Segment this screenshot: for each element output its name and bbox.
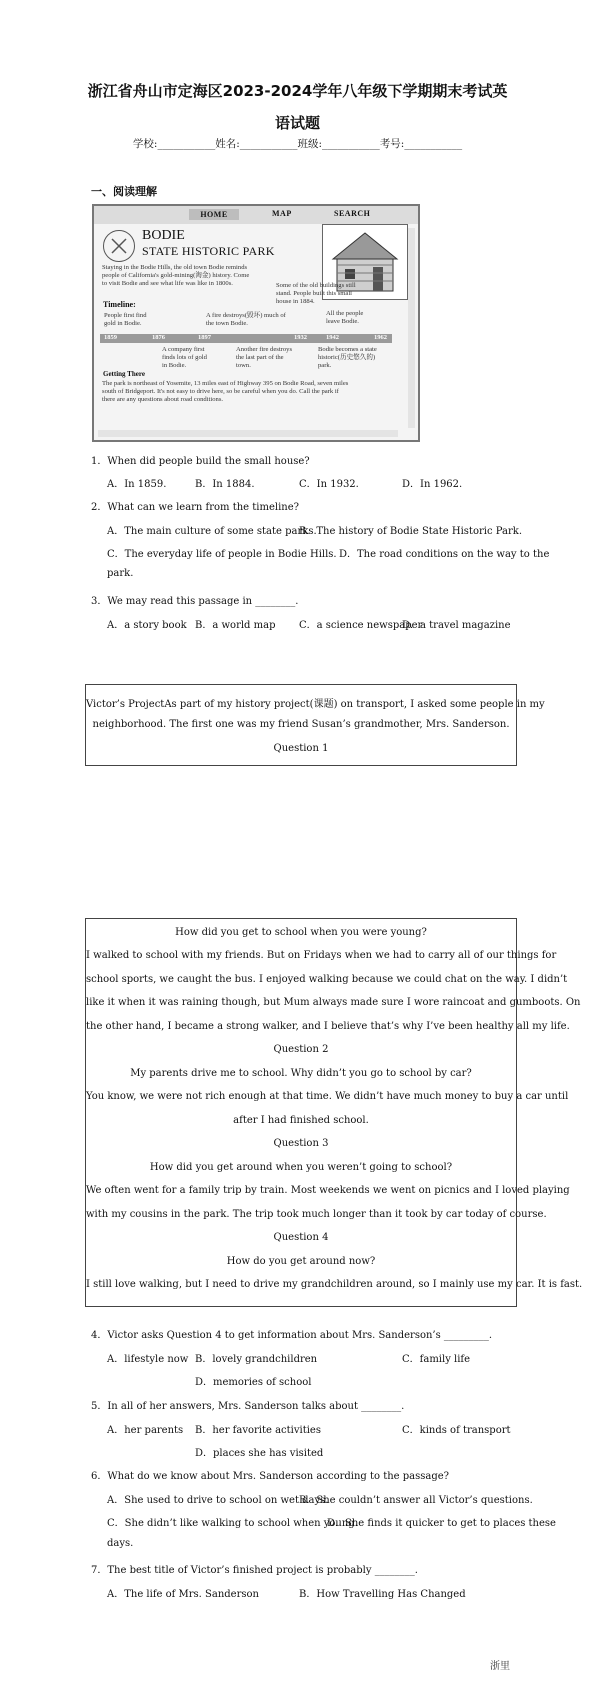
box2-line: How do you get around now? — [226, 1256, 376, 1267]
box2-line: We often went for a family trip by train. Most weekends we went on picnics and I loved playing — [86, 1185, 570, 1196]
q6-option-b: B．She couldn’t answer all Victor’s questions. — [299, 1495, 533, 1506]
question-5: 5．In all of her answers, Mrs. Sanderson talks about ________. — [91, 1401, 405, 1412]
year-1942: 1942 — [326, 334, 339, 341]
year-1897: 1897 — [198, 334, 211, 341]
q6-option-c: C．She didn’t like walking to school when young. — [107, 1518, 358, 1529]
park-name-line2: STATE HISTORIC PARK — [142, 244, 275, 258]
q1-option-c: C．In 1932. — [299, 479, 359, 490]
question-4: 4．Victor asks Question 4 to get information about Mrs. Sanderson’s _________. — [91, 1330, 493, 1341]
event-1897: A fire destroys(毁坏) much of the town Bodie. — [206, 312, 286, 327]
event-1942: All the people leave Bodie. — [326, 310, 364, 325]
box2-line: How did you get to school when you were young? — [175, 927, 427, 938]
q5-option-d: D．places she has visited — [195, 1448, 324, 1459]
event-1876: A company first finds lots of gold in Bodie. — [162, 346, 207, 369]
q1-option-d: D．In 1962. — [402, 479, 463, 490]
box2-line: I walked to school with my friends. But on Fridays when we had to carry all of our things for — [86, 950, 557, 961]
box2-line: the other hand, I became a strong walker, and I believe that’s why I’ve been healthy all my life. — [86, 1021, 570, 1032]
event-1962: Bodie becomes a state historic(历史悠久的) park. — [318, 346, 377, 369]
box2-line: Question 3 — [273, 1138, 329, 1149]
exam-title-line2: 语试题 — [274, 114, 320, 132]
q2-option-b: B．The history of Bodie State Historic Park. — [299, 526, 522, 537]
box2-line: You know, we were not rich enough at that time. We didn’t have much money to buy a car until — [86, 1091, 569, 1102]
q3-option-c: C．a science newspaper — [299, 620, 423, 631]
section-heading-reading: 一、阅读理解 — [91, 185, 157, 198]
q6-option-d: D．She finds it quicker to get to places these — [327, 1518, 556, 1529]
question-3: 3．We may read this passage in ________. — [91, 596, 299, 607]
student-info-line: 学校:___________姓名:___________班级:___________考号:___________ — [132, 138, 463, 150]
q4-option-c: C．family life — [402, 1354, 471, 1365]
q3-option-a: A．a story book — [107, 620, 187, 631]
timeline-bar — [100, 334, 392, 343]
intro-text: Staying in the Bodie Hills, the old town Bodie reminds people of California's gold-mining(淘金) history. Come to visit Bodie and see what life was like in 1800s. — [102, 264, 250, 287]
box1-line-1: Victor’s ProjectAs part of my history project(课题) on transport, I asked some people in my — [86, 699, 545, 710]
q2-option-a: A．The main culture of some state parks. — [107, 526, 317, 537]
q7-option-a: A．The life of Mrs. Sanderson — [107, 1589, 259, 1600]
image-nav-home: HOME — [189, 209, 239, 220]
box2-line: after I had finished school. — [233, 1115, 369, 1126]
q5-option-b: B．her favorite activities — [195, 1425, 321, 1436]
q6-option-d-cont: days. — [107, 1538, 134, 1549]
box2-line: with my cousins in the park. The trip took much longer than it took by car today of course. — [86, 1209, 547, 1220]
timeline-label: Timeline: — [103, 300, 136, 309]
box2-line: How did you get around when you weren’t going to school? — [149, 1162, 453, 1173]
year-1876: 1876 — [152, 334, 165, 341]
box2-line: My parents drive me to school. Why didn’t you go to school by car? — [130, 1068, 472, 1079]
image-nav-search: SEARCH — [334, 209, 371, 218]
event-1859: People first find gold in Bodie. — [104, 312, 147, 327]
q3-option-d: D．a travel magazine — [402, 620, 511, 631]
image-horizontal-scrollbar — [98, 430, 398, 437]
year-1859: 1859 — [104, 334, 117, 341]
q3-option-b: B．a world map — [195, 620, 276, 631]
q7-option-b: B．How Travelling Has Changed — [299, 1589, 466, 1600]
getting-there-text: The park is northeast of Yosemite, 13 miles east of Highway 395 on Bodie Road, seven miles south of Bridgeport. It's not easy to drive here, so be careful when you do. Call the park if there are any questions about road conditions. — [102, 380, 349, 403]
park-emblem-icon — [103, 230, 135, 262]
box1-line-2: neighborhood. The first one was my friend Susan’s grandmother, Mrs. Sanderson. — [92, 719, 510, 730]
q1-option-b: B．In 1884. — [195, 479, 255, 490]
image-vertical-scrollbar — [408, 228, 415, 428]
question-7: 7．The best title of Victor’s finished project is probably ________. — [91, 1565, 418, 1576]
passage-box-intro — [85, 684, 545, 766]
q4-option-b: B．lovely grandchildren — [195, 1354, 318, 1365]
q2-option-d: D．The road conditions on the way to the — [339, 549, 550, 560]
q2-option-d-cont: park. — [107, 568, 134, 579]
image-nav-bar — [94, 206, 418, 224]
box2-line: like it when it was raining though, but Mum always made sure I wore raincoat and gumboots. On — [86, 997, 581, 1008]
q4-option-d: D．memories of school — [195, 1377, 312, 1388]
q5-option-a: A．her parents — [107, 1425, 184, 1436]
park-name-line1: BODIE — [142, 228, 185, 243]
q6-option-a: A．She used to drive to school on wet days. — [107, 1495, 329, 1506]
event-1932: Another fire destroys the last part of the town. — [236, 346, 293, 369]
page-footer-mark: 浙里 — [490, 1661, 510, 1672]
year-1932: 1932 — [294, 334, 307, 341]
bodie-webpage-image — [92, 204, 420, 442]
box1-line-3: Question 1 — [273, 743, 329, 754]
question-6: 6．What do we know about Mrs. Sanderson according to the passage? — [91, 1471, 450, 1482]
box2-line: Question 4 — [273, 1232, 329, 1243]
box2-line: Question 2 — [273, 1044, 329, 1055]
image-nav-map: MAP — [272, 209, 292, 218]
question-1: 1．When did people build the small house? — [91, 456, 310, 467]
year-1962: 1962 — [374, 334, 387, 341]
q5-option-c: C．kinds of transport — [402, 1425, 511, 1436]
exam-title-line1: 浙江省舟山市定海区2023-2024学年八年级下学期期末考试英 — [87, 82, 508, 100]
q4-option-a: A．lifestyle now — [107, 1354, 189, 1365]
box2-line: I still love walking, but I need to drive my grandchildren around, so I mainly use my car. It is fast. — [86, 1279, 583, 1290]
question-2: 2．What can we learn from the timeline? — [91, 502, 300, 513]
box2-line: school sports, we caught the bus. I enjoyed walking because we could chat on the way. I didn’t — [86, 974, 568, 985]
q2-option-c: C．The everyday life of people in Bodie Hills. — [107, 549, 337, 560]
passage-box-interview — [85, 918, 583, 1307]
building-text: Some of the old buildings still stand. People built this small house in 1884. — [276, 282, 356, 305]
getting-there-heading: Getting There — [103, 370, 145, 378]
q1-option-a: A．In 1859. — [107, 479, 167, 490]
